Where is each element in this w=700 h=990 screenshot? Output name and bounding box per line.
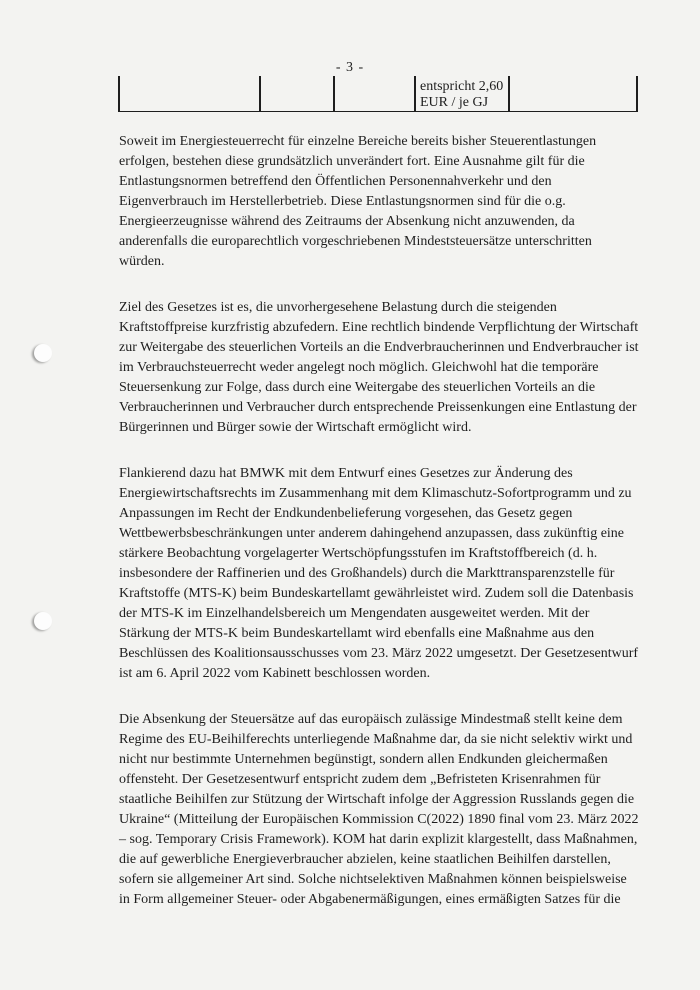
punch-hole [34,612,52,630]
table-border-right [636,76,638,112]
paragraph: Die Absenkung der Steuersätze auf das europäisch zulässige Mindestmaß stellt keine dem Regime des EU-Beihilferechts unterliegende Maßnahme dar, da sie nicht selektiv wirkt und nicht nur bestimmte Unternehmen begünstigt, sondern allen Endkunden gleichermaßen offensteht. Der Gesetzesentwurf entspricht zudem dem „Befristeten Krisenrahmen für staatliche Beihilfen zur Stützung der Wirtschaft infolge der Aggression Russlands gegen die Ukraine“ (Mitteilung der Europäischen Kommission C(2022) 1890 final vom 23. März 2022 – sog. Temporary Crisis Framework). KOM hat darin explizit klargestellt, dass Maßnahmen, die auf gewerbliche Energieverbraucher abzielen, keine staatlichen Beihilfen darstellen, sofern sie allgemeiner Art sind. Solche nichtselektiven Maßnahmen können beispielsweise in Form allgemeiner Steuer- oder Abgabenermäßigungen, eines ermäßigten Satzes für die [119,712,639,907]
punch-hole [34,344,52,362]
table-border-left [118,76,120,112]
paragraph: Flankierend dazu hat BMWK mit dem Entwurf eines Gesetzes zur Änderung des Energiewirtschaftsrechts im Zusammenhang mit dem Klimaschutz-Sofortprogramm und zu Anpassungen im Recht der Endkundenbelieferung vorgesehen, das Gesetz gegen Wettbewerbsbeschränkungen unter anderem dahingehend anzupassen, dass zukünftig eine stärkere Beobachtung vorgelagerter Wertschöpfungsstufen im Kraftstoffbereich (d. h. insbesondere der Raffinerien und des Großhandels) durch die Markttransparenzstelle für Kraftstoffe (MTS-K) beim Bundeskartellamt gewährleistet wird. Zudem soll die Datenbasis der MTS-K im Einzelhandelsbereich um Mengendaten ausgeweitet werden. Mit der Stärkung der MTS-K beim Bundeskartellamt wird ebenfalls eine Maßnahme aus den Beschlüssen des Koalitionsausschusses vom 23. März 2022 umgesetzt. Der Gesetzesentwurf ist am 6. April 2022 vom Kabinett beschlossen worden. [119,466,639,681]
table-column-divider [333,76,335,112]
document-body [119,132,639,936]
table-cell-rate [420,79,510,111]
paragraph: Soweit im Energiesteuerrecht für einzelne Bereiche bereits bisher Steuerentlastungen erfolgen, bestehen diese grundsätzlich unverändert fort. Eine Ausnahme gilt für die Entlastungsnormen betreffend den Öffentlichen Personennahverkehr und den Eigenverbrauch im Herstellerbetrieb. Diese Entlastungsnormen sind für die o.g. Energieerzeugnisse während des Zeitraums der Absenkung nicht anzuwenden, da anderenfalls die europarechtlich vorgeschriebenen Mindeststeuersätze unterschritten würden. [119,134,597,269]
page-number: - 3 - [335,60,365,75]
table-bottom-border [118,111,638,113]
paragraph: Ziel des Gesetzes ist es, die unvorhergesehene Belastung durch die steigenden Kraftstoffpreise kurzfristig abzufedern. Eine rechtlich bindende Verpflichtung der Wirtschaft zur Weitergabe des steuerlichen Vorteils an die Endverbraucherinnen und Endverbraucher ist im Verbrauchsteuerrecht weder angelegt noch möglich. Gleichwohl hat die temporäre Steuersenkung zur Folge, dass durch eine Weitergabe des steuerlichen Vorteils an die Verbraucherinnen und Verbraucher durch entsprechende Preissenkungen eine Entlastung der Bürgerinnen und Bürger sowie der Wirtschaft ermöglicht wird. [119,300,639,435]
table-cell-line: entspricht 2,60 [420,79,504,94]
table-column-divider [414,76,416,112]
table-column-divider [259,76,261,112]
table-fragment [118,76,638,112]
table-cell-line: EUR / je GJ [420,95,489,110]
